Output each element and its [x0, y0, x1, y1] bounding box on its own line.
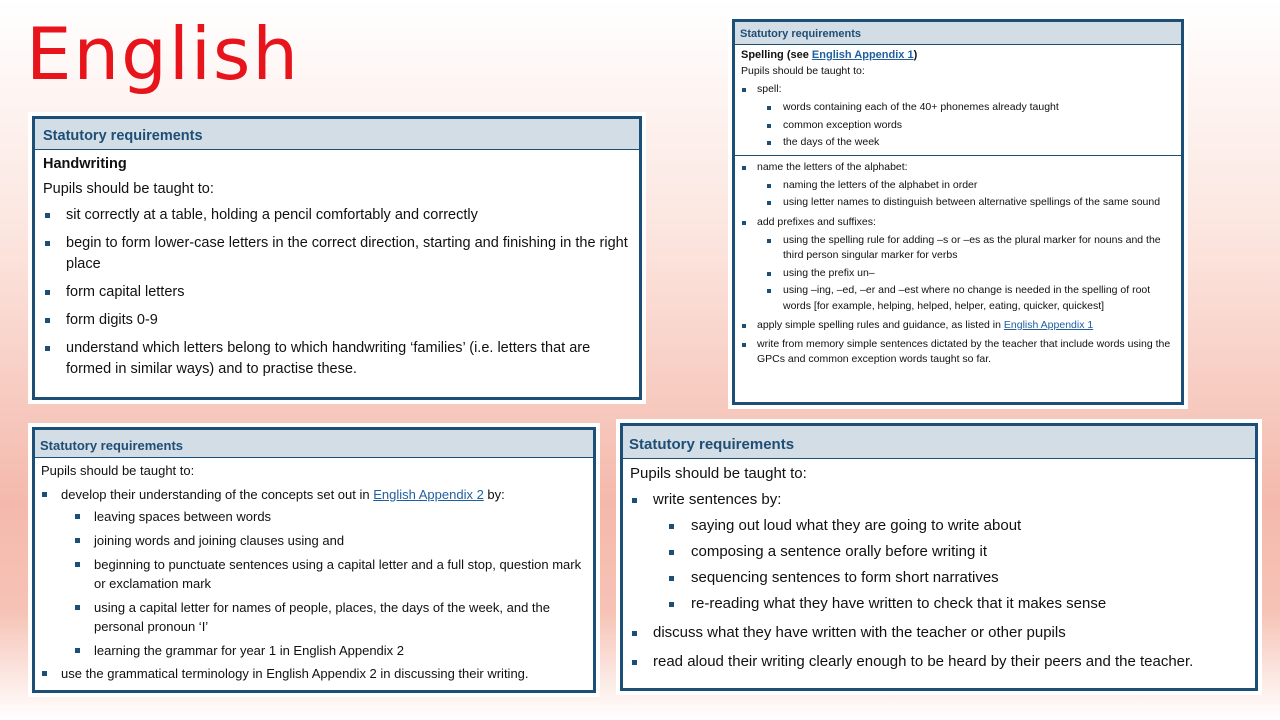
list-item: leaving spaces between words — [61, 507, 587, 526]
list-item: composing a sentence orally before writing it — [653, 543, 1248, 561]
grammar-card — [32, 427, 596, 693]
list-item: using the spelling rule for adding –s or –es as the plural marker for nouns and the third person singular marker for verbs — [757, 233, 1175, 264]
list-item: form digits 0-9 — [43, 310, 631, 331]
page-title: English — [26, 12, 300, 96]
card-intro: Pupils should be taught to: — [43, 181, 214, 197]
list-item: using letter names to distinguish between alternative spellings of the same sound — [757, 195, 1175, 211]
grammar-list — [41, 486, 587, 682]
card-intro: Pupils should be taught to: — [41, 463, 195, 478]
list-item: write from memory simple sentences dictated by the teacher that include words using the GPCs and common exception words taught so far. — [741, 337, 1175, 367]
list-item: words containing each of the 40+ phonemes already taught — [757, 100, 1175, 116]
list-item: use the grammatical terminology in English Appendix 2 in discussing their writing. — [41, 665, 587, 682]
list-item: re-reading what they have written to check that it makes sense — [653, 595, 1248, 613]
spelling-card — [732, 19, 1184, 405]
list-item: using –ing, –ed, –er and –est where no change is needed in the spelling of root words [for example, helping, helped, helper, eating, quicker, quickest] — [757, 283, 1175, 314]
card-intro: Pupils should be taught to: — [630, 465, 807, 482]
list-item: beginning to punctuate sentences using a capital letter and a full stop, question mark or exclamation mark — [61, 555, 587, 593]
spelling-list — [741, 82, 1175, 151]
list-item: using the prefix un– — [757, 266, 1175, 282]
english-appendix-2-link[interactable]: English Appendix 2 — [373, 487, 484, 502]
english-appendix-1-link[interactable]: English Appendix 1 — [811, 49, 914, 61]
divider — [735, 155, 1181, 156]
list-item: naming the letters of the alphabet in order — [757, 178, 1175, 194]
list-item: common exception words — [757, 118, 1175, 134]
list-item: sequencing sentences to form short narratives — [653, 569, 1248, 587]
spelling-list-continued — [741, 160, 1175, 368]
list-item: spell: words containing each of the 40+ phonemes already taught common exception words the days of the week — [741, 82, 1175, 151]
composition-card — [620, 423, 1258, 691]
list-item: discuss what they have written with the teacher or other pupils — [630, 624, 1248, 642]
card-header: Statutory requirements — [35, 119, 639, 150]
list-item: apply simple spelling rules and guidance, as listed in English Appendix 1 — [741, 318, 1175, 333]
list-item: saying out loud what they are going to write about — [653, 517, 1248, 535]
card-header: Statutory requirements — [623, 426, 1255, 459]
card-intro: Pupils should be taught to: — [741, 65, 865, 77]
card-subheading: Spelling (see English Appendix 1) — [741, 49, 918, 61]
list-item: the days of the week — [757, 135, 1175, 151]
handwriting-card — [32, 116, 642, 400]
handwriting-list — [43, 205, 631, 380]
list-item: learning the grammar for year 1 in English Appendix 2 — [61, 641, 587, 660]
list-item: using a capital letter for names of people, places, the days of the week, and the personal pronoun ‘I’ — [61, 598, 587, 636]
list-item: sit correctly at a table, holding a pencil comfortably and correctly — [43, 205, 631, 226]
list-item: add prefixes and suffixes: using the spelling rule for adding –s or –es as the plural marker for nouns and the third person singular marker for verbs using the prefix un– using –ing, –ed, –er and –est where no change is needed in the spelling of root words [for example, helping, helped, helper, eating, quicker, quickest] — [741, 215, 1175, 315]
english-appendix-1-link[interactable]: English Appendix 1 — [1003, 319, 1094, 331]
list-item: begin to form lower-case letters in the correct direction, starting and finishing in the right place — [43, 233, 631, 275]
list-item: read aloud their writing clearly enough to be heard by their peers and the teacher. — [630, 653, 1248, 671]
list-item: name the letters of the alphabet: naming the letters of the alphabet in order using letter names to distinguish between alternative spellings of the same sound — [741, 160, 1175, 211]
card-header: Statutory requirements — [735, 22, 1181, 45]
list-item: joining words and joining clauses using and — [61, 531, 587, 550]
list-item: develop their understanding of the concepts set out in English Appendix 2 by: leaving spaces between words joining words and joining clauses using and beginning to punctuate sentences using a capital letter and a full stop, question mark or exclamation mark using a capital letter for names of people, places, the days of the week, and the personal pronoun ‘I’ learning the grammar for year 1 in English Appendix 2 — [41, 486, 587, 660]
list-item: write sentences by: saying out loud what they are going to write about composing a sentence orally before writing it sequencing sentences to form short narratives re-reading what they have written to check that it makes sense — [630, 491, 1248, 613]
list-item: form capital letters — [43, 282, 631, 303]
list-item: understand which letters belong to which handwriting ‘families’ (i.e. letters that are formed in similar ways) and to practise these. — [43, 338, 631, 380]
composition-list — [630, 491, 1248, 671]
card-subheading: Handwriting — [43, 156, 127, 172]
card-header: Statutory requirements — [35, 430, 593, 458]
